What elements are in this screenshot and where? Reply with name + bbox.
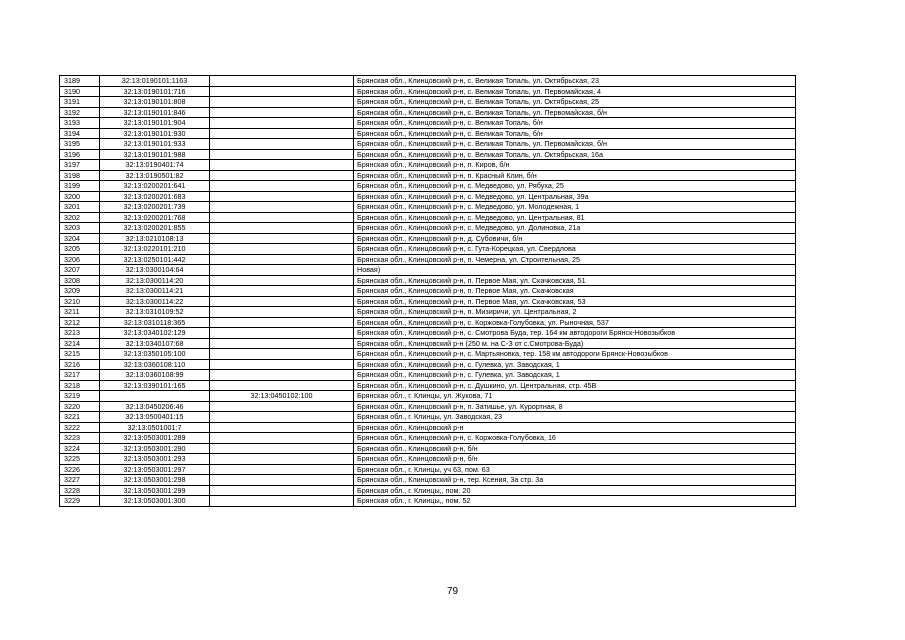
cadastral-number-alt-cell [210,412,354,423]
cadastral-number-cell: 32:13:0200201:683 [100,191,210,202]
row-number-cell: 3204 [60,233,100,244]
cadastral-number-cell: 32:13:0501001:7 [100,422,210,433]
row-number-cell: 3216 [60,359,100,370]
cadastral-number-alt-cell [210,191,354,202]
row-number-cell: 3220 [60,401,100,412]
address-cell: Брянская обл., Клинцовский р-н, с. Смотрова Буда, тер. 164 км автодороги Брянск-Новозыбков [354,328,796,339]
cadastral-number-cell: 32:13:0390101:165 [100,380,210,391]
address-cell: Брянская обл., Клинцовский р-н, с. Гулевка, ул. Заводская, 1 [354,359,796,370]
row-number-cell: 3227 [60,475,100,486]
table-row [60,475,796,486]
row-number-cell: 3212 [60,317,100,328]
address-cell: Брянская обл., г. Клинцы, ул. Заводская, 23 [354,412,796,423]
row-number-cell: 3202 [60,212,100,223]
row-number-cell: 3213 [60,328,100,339]
cadastral-number-cell: 32:13:0190101:846 [100,107,210,118]
address-cell: Брянская обл., Клинцовский р-н, с. Медведово, ул. Центральная, 39а [354,191,796,202]
row-number-cell: 3195 [60,139,100,150]
cadastral-number-cell: 32:13:0360108:110 [100,359,210,370]
cadastral-number-cell: 32:13:0503001:297 [100,464,210,475]
address-cell: Брянская обл., г. Клинцы,, пом. 52 [354,496,796,507]
row-number-cell: 3219 [60,391,100,402]
row-number-cell: 3191 [60,97,100,108]
address-cell: Брянская обл., г. Клинцы,, пом. 20 [354,485,796,496]
address-cell: Брянская обл., Клинцовский р-н [354,422,796,433]
row-number-cell: 3196 [60,149,100,160]
table-row [60,86,796,97]
cadastral-number-cell: 32:13:0300114:22 [100,296,210,307]
table-row [60,412,796,423]
row-number-cell: 3194 [60,128,100,139]
table-row [60,380,796,391]
cadastral-number-cell: 32:13:0503001:298 [100,475,210,486]
row-number-cell: 3200 [60,191,100,202]
table-row [60,338,796,349]
table-row [60,160,796,171]
address-cell: Брянская обл., Клинцовский р-н, с. Медведово, ул. Центральная, 81 [354,212,796,223]
address-cell: Брянская обл., Клинцовский р-н, п. Мизиричи, ул. Центральная, 2 [354,307,796,318]
address-cell: Брянская обл., Клинцовский р-н, с. Великая Топаль, ул. Первомайская, 4 [354,86,796,97]
cadastral-number-alt-cell [210,296,354,307]
cadastral-number-cell: 32:13:0503001:299 [100,485,210,496]
row-number-cell: 3203 [60,223,100,234]
cadastral-number-cell: 32:13:0190501:82 [100,170,210,181]
address-cell: Новая) [354,265,796,276]
cadastral-number-cell: 32:13:0190101:933 [100,139,210,150]
table-row [60,149,796,160]
cadastral-number-alt-cell [210,454,354,465]
row-number-cell: 3192 [60,107,100,118]
registry-table-container [59,75,795,507]
row-number-cell: 3211 [60,307,100,318]
cadastral-number-alt-cell [210,244,354,255]
cadastral-number-cell: 32:13:0300114:20 [100,275,210,286]
cadastral-number-cell: 32:13:0350105:100 [100,349,210,360]
registry-table [59,75,796,507]
cadastral-number-cell: 32:13:0503001:289 [100,433,210,444]
cadastral-number-alt-cell [210,359,354,370]
cadastral-number-cell: 32:13:0200201:855 [100,223,210,234]
table-row [60,191,796,202]
cadastral-number-cell: 32:13:0200201:641 [100,181,210,192]
address-cell: Брянская обл., Клинцовский р-н, п. Первое Мая, ул. Скачковская, 53 [354,296,796,307]
cadastral-number-alt-cell [210,338,354,349]
row-number-cell: 3226 [60,464,100,475]
address-cell: Брянская обл., Клинцовский р-н, с. Душкино, ул. Центральная, стр. 45В [354,380,796,391]
table-row [60,443,796,454]
cadastral-number-cell: 32:13:0360108:99 [100,370,210,381]
address-cell: Брянская обл., Клинцовский р-н, д. Субовичи, б/н [354,233,796,244]
address-cell: Брянская обл., г. Клинцы, ул. Жукова, 71 [354,391,796,402]
address-cell: Брянская обл., Клинцовский р-н, тер. Ксения, 3а стр. 3а [354,475,796,486]
cadastral-number-cell: 32:13:0503001:293 [100,454,210,465]
table-row [60,181,796,192]
address-cell: Брянская обл., Клинцовский р-н, с. Гулевка, ул. Заводская, 1 [354,370,796,381]
address-cell: Брянская обл., Клинцовский р-н, с. Медведово, ул. Рябуха, 25 [354,181,796,192]
cadastral-number-cell: 32:13:0200201:768 [100,212,210,223]
cadastral-number-alt-cell [210,422,354,433]
row-number-cell: 3208 [60,275,100,286]
cadastral-number-alt-cell [210,202,354,213]
cadastral-number-cell: 32:13:0310118:365 [100,317,210,328]
table-row [60,296,796,307]
row-number-cell: 3224 [60,443,100,454]
table-row [60,244,796,255]
row-number-cell: 3206 [60,254,100,265]
cadastral-number-alt-cell [210,254,354,265]
address-cell: Брянская обл., Клинцовский р-н, п. Красный Клин, б/н [354,170,796,181]
cadastral-number-cell: 32:13:0190101:904 [100,118,210,129]
address-cell: Брянская обл., Клинцовский р-н, п. Затишье, ул. Курортная, 8 [354,401,796,412]
cadastral-number-alt-cell [210,107,354,118]
table-row [60,212,796,223]
address-cell: Брянская обл., Клинцовский р-н, с. Медведово, ул. Молодежная, 1 [354,202,796,213]
table-row [60,286,796,297]
address-cell: Брянская обл., Клинцовский р-н, п. Киров, б/н [354,160,796,171]
cadastral-number-cell: 32:13:0340107:68 [100,338,210,349]
table-row [60,76,796,87]
row-number-cell: 3190 [60,86,100,97]
address-cell: Брянская обл., Клинцовский р-н, б/н [354,443,796,454]
cadastral-number-alt-cell [210,485,354,496]
cadastral-number-cell: 32:13:0190401:74 [100,160,210,171]
address-cell: Брянская обл., Клинцовский р-н, п. Первое Мая, ул. Скачковская [354,286,796,297]
table-row [60,118,796,129]
cadastral-number-cell: 32:13:0220101:210 [100,244,210,255]
row-number-cell: 3222 [60,422,100,433]
address-cell: Брянская обл., Клинцовский р-н, с. Коржовка-Голубовка, 16 [354,433,796,444]
cadastral-number-alt-cell [210,118,354,129]
table-row [60,202,796,213]
cadastral-number-alt-cell [210,128,354,139]
cadastral-number-cell: 32:13:0503001:290 [100,443,210,454]
row-number-cell: 3210 [60,296,100,307]
row-number-cell: 3215 [60,349,100,360]
cadastral-number-alt-cell [210,265,354,276]
row-number-cell: 3199 [60,181,100,192]
cadastral-number-cell: 32:13:0500401:15 [100,412,210,423]
cadastral-number-cell: 32:13:0190101:716 [100,86,210,97]
table-row [60,464,796,475]
cadastral-number-alt-cell [210,464,354,475]
address-cell: Брянская обл., г. Клинцы, уч 63, пом. 63 [354,464,796,475]
address-cell: Брянская обл., Клинцовский р-н, с. Гута-Корецкая, ул. Свердлова [354,244,796,255]
table-row [60,275,796,286]
cadastral-number-alt-cell [210,76,354,87]
address-cell: Брянская обл., Клинцовский р-н, с. Коржовка-Голубовка, ул. Рыночная, 537 [354,317,796,328]
row-number-cell: 3197 [60,160,100,171]
cadastral-number-alt-cell [210,496,354,507]
table-row [60,139,796,150]
cadastral-number-cell: 32:13:0190101:930 [100,128,210,139]
row-number-cell: 3189 [60,76,100,87]
table-row [60,370,796,381]
cadastral-number-alt-cell [210,139,354,150]
address-cell: Брянская обл., Клинцовский р-н, с. Великая Топаль, б/н [354,118,796,129]
table-row [60,317,796,328]
row-number-cell: 3198 [60,170,100,181]
table-row [60,223,796,234]
row-number-cell: 3218 [60,380,100,391]
address-cell: Брянская обл., Клинцовский р-н, с. Мартьяновка, тер. 158 км автодороги Брянск-Новозыбков [354,349,796,360]
cadastral-number-alt-cell [210,443,354,454]
cadastral-number-alt-cell [210,233,354,244]
cadastral-number-alt-cell [210,328,354,339]
cadastral-number-alt-cell [210,307,354,318]
table-row [60,422,796,433]
table-row [60,359,796,370]
table-row [60,391,796,402]
cadastral-number-cell [100,391,210,402]
table-row [60,433,796,444]
address-cell: Брянская обл., Клинцовский р-н, п. Первое Мая, ул. Скачковская, 51 [354,275,796,286]
table-row [60,307,796,318]
row-number-cell: 3228 [60,485,100,496]
cadastral-number-alt-cell [210,97,354,108]
address-cell: Брянская обл., Клинцовский р-н (250 м. на С-З от с.Смотрова-Буда) [354,338,796,349]
cadastral-number-alt-cell [210,181,354,192]
row-number-cell: 3223 [60,433,100,444]
address-cell: Брянская обл., Клинцовский р-н, с. Великая Топаль, ул. Октябрьская, 23 [354,76,796,87]
cadastral-number-cell: 32:13:0190101:808 [100,97,210,108]
address-cell: Брянская обл., Клинцовский р-н, с. Великая Топаль, ул. Первомайская, б/н [354,107,796,118]
cadastral-number-alt-cell [210,170,354,181]
row-number-cell: 3201 [60,202,100,213]
address-cell: Брянская обл., Клинцовский р-н, п. Чемерна, ул. Строительная, 25 [354,254,796,265]
address-cell: Брянская обл., Клинцовский р-н, с. Великая Топаль, ул. Октябрьская, 16а [354,149,796,160]
address-cell: Брянская обл., Клинцовский р-н, с. Великая Топаль, ул. Октябрьская, 25 [354,97,796,108]
table-row [60,496,796,507]
cadastral-number-alt-cell [210,370,354,381]
table-row [60,128,796,139]
row-number-cell: 3209 [60,286,100,297]
cadastral-number-alt-cell [210,433,354,444]
cadastral-number-cell: 32:13:0340102:129 [100,328,210,339]
cadastral-number-alt-cell [210,401,354,412]
cadastral-number-cell: 32:13:0190101:1163 [100,76,210,87]
address-cell: Брянская обл., Клинцовский р-н, с. Медведово, ул. Долиновка, 21а [354,223,796,234]
table-row [60,328,796,339]
cadastral-number-cell: 32:13:0503001:300 [100,496,210,507]
cadastral-number-alt-cell [210,275,354,286]
table-row [60,485,796,496]
row-number-cell: 3221 [60,412,100,423]
cadastral-number-alt-cell [210,380,354,391]
cadastral-number-alt-cell [210,86,354,97]
cadastral-number-alt-cell [210,160,354,171]
row-number-cell: 3217 [60,370,100,381]
table-row [60,401,796,412]
address-cell: Брянская обл., Клинцовский р-н, с. Великая Топаль, ул. Первомайская, б/н [354,139,796,150]
row-number-cell: 3229 [60,496,100,507]
cadastral-number-cell: 32:13:0450206:46 [100,401,210,412]
cadastral-number-cell: 32:13:0200201:739 [100,202,210,213]
cadastral-number-cell: 32:13:0190101:988 [100,149,210,160]
cadastral-number-cell: 32:13:0210108:13 [100,233,210,244]
row-number-cell: 3205 [60,244,100,255]
cadastral-number-alt-cell [210,149,354,160]
table-row [60,107,796,118]
cadastral-number-alt-cell [210,475,354,486]
cadastral-number-alt-cell [210,286,354,297]
address-cell: Брянская обл., Клинцовский р-н, с. Великая Топаль, б/н [354,128,796,139]
cadastral-number-alt-cell [210,212,354,223]
table-row [60,265,796,276]
row-number-cell: 3193 [60,118,100,129]
cadastral-number-alt-cell [210,349,354,360]
table-row [60,349,796,360]
cadastral-number-alt-cell [210,317,354,328]
address-cell: Брянская обл., Клинцовский р-н, б/н [354,454,796,465]
row-number-cell: 3207 [60,265,100,276]
cadastral-number-cell: 32:13:0250101:442 [100,254,210,265]
table-row [60,254,796,265]
row-number-cell: 3225 [60,454,100,465]
table-row [60,454,796,465]
cadastral-number-alt-cell: 32:13:0450102:100 [210,391,354,402]
cadastral-number-cell: 32:13:0310109:52 [100,307,210,318]
table-row [60,97,796,108]
row-number-cell: 3214 [60,338,100,349]
page-number: 79 [446,586,459,597]
registry-table-body [60,76,796,507]
table-row [60,233,796,244]
cadastral-number-cell: 32:13:0300114:21 [100,286,210,297]
table-row [60,170,796,181]
cadastral-number-cell: 32:13:0300104:64 [100,265,210,276]
cadastral-number-alt-cell [210,223,354,234]
